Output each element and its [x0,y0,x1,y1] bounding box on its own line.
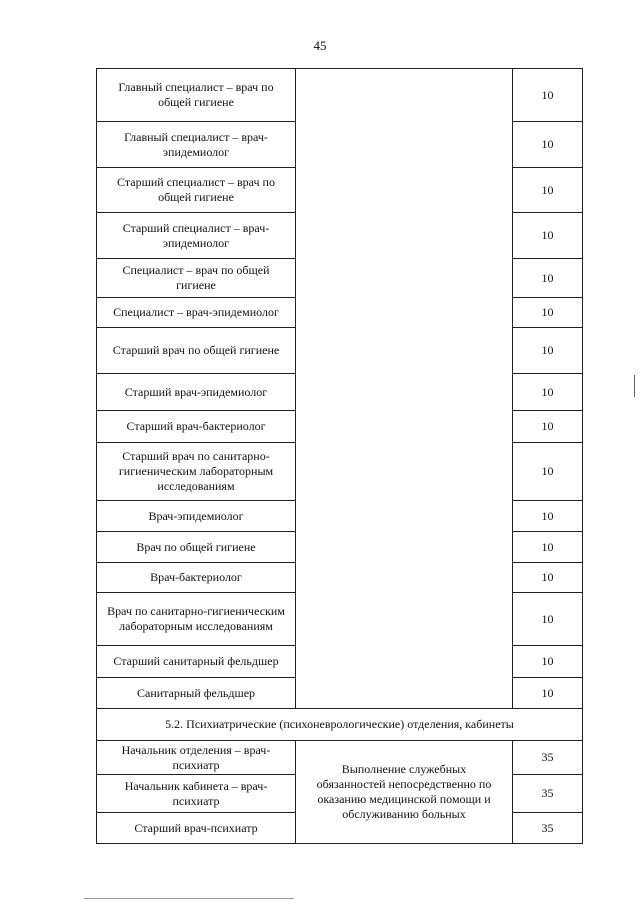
position-cell: Начальник отделения – врач-психиатр [97,741,296,775]
value-cell: 10 [513,259,583,298]
position-cell: Специалист – врач-эпидемиолог [97,298,296,328]
scan-edge-mark [634,375,635,397]
value-cell: 10 [513,501,583,532]
position-cell: Главный специалист – врач по общей гигиене [97,69,296,122]
duty-description-cell: Выполнение служебных обязанностей непосредственно по оказанию медицинской помощи и обслуживанию больных [296,741,513,844]
value-cell: 10 [513,213,583,259]
position-cell: Специалист – врач по общей гигиене [97,259,296,298]
table-row [97,69,583,122]
position-cell: Старший санитарный фельдшер [97,646,296,678]
position-cell: Старший врач по санитарно-гигиеническим лабораторным исследованиям [97,443,296,501]
position-cell: Старший врач-психиатр [97,813,296,844]
value-cell: 35 [513,775,583,813]
value-cell: 35 [513,813,583,844]
value-cell: 10 [513,532,583,563]
allowance-table [96,68,583,844]
position-cell: Старший специалист – врач по общей гигиене [97,168,296,213]
value-cell: 10 [513,563,583,593]
value-cell: 10 [513,593,583,646]
section-heading-row [97,709,583,741]
value-cell: 10 [513,646,583,678]
page-number: 45 [313,38,327,53]
position-cell: Главный специалист – врач-эпидемиолог [97,122,296,168]
position-cell: Врач-эпидемиолог [97,501,296,532]
value-cell: 10 [513,168,583,213]
position-cell: Старший специалист – врач-эпидемиолог [97,213,296,259]
section-heading: 5.2. Психиатрические (психоневрологические) отделения, кабинеты [97,709,583,741]
scan-edge-mark [84,898,294,899]
value-cell: 10 [513,122,583,168]
position-cell: Врач по санитарно-гигиеническим лабораторным исследованиям [97,593,296,646]
value-cell: 10 [513,69,583,122]
value-cell: 10 [513,374,583,411]
position-cell: Старший врач по общей гигиене [97,328,296,374]
value-cell: 35 [513,741,583,775]
value-cell: 10 [513,298,583,328]
value-cell: 10 [513,443,583,501]
position-cell: Старший врач-эпидемиолог [97,374,296,411]
position-cell: Врач по общей гигиене [97,532,296,563]
value-cell: 10 [513,411,583,443]
duty-description-cell [296,69,513,709]
position-cell: Старший врач-бактериолог [97,411,296,443]
value-cell: 10 [513,678,583,709]
position-cell: Начальник кабинета – врач-психиатр [97,775,296,813]
table-row [97,741,583,775]
position-cell: Санитарный фельдшер [97,678,296,709]
position-cell: Врач-бактериолог [97,563,296,593]
value-cell: 10 [513,328,583,374]
